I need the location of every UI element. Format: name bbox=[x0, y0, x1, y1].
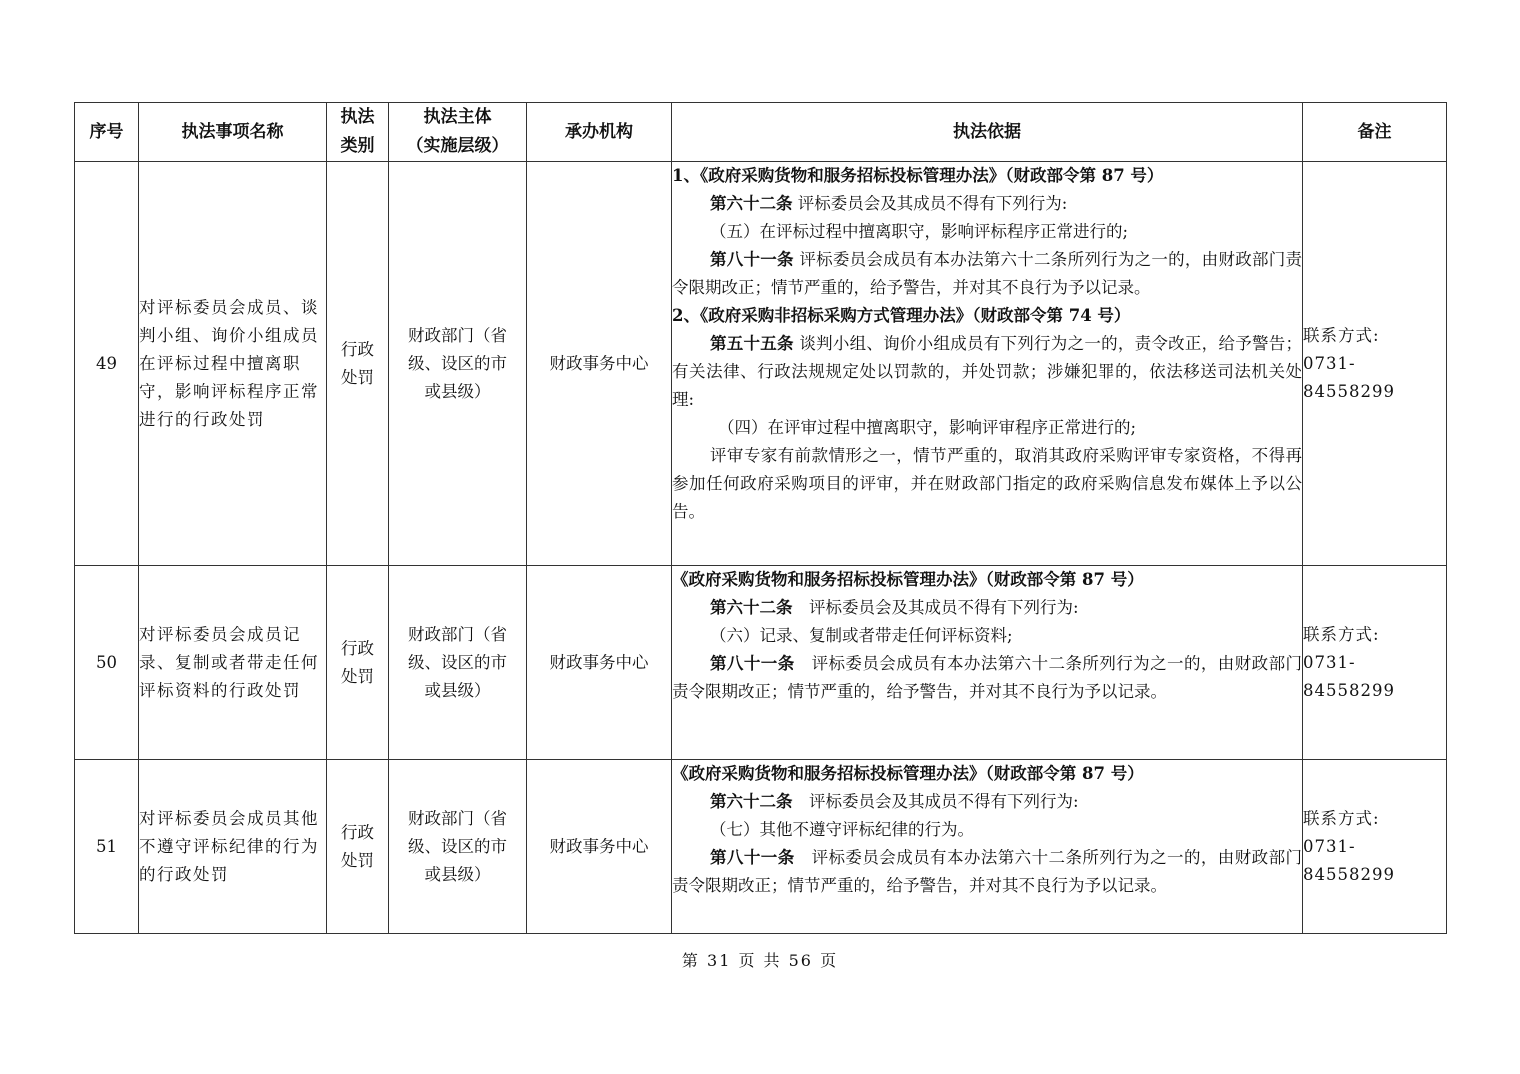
row-agency: 财政事务中心 bbox=[527, 760, 672, 934]
row-item-name: 对评标委员会成员、谈判小组、询价小组成员在评标过程中擅离职守，影响评标程序正常进行的行政处罚 bbox=[139, 162, 327, 566]
row-agency: 财政事务中心 bbox=[527, 162, 672, 566]
article-55: 第五十五条 谈判小组、询价小组成员有下列行为之一的，责令改正，给予警告；有关法律、行政法规规定处以罚款的，并处罚款；涉嫌犯罪的，依法移送司法机关处理: bbox=[672, 334, 1303, 409]
law-title: 《政府采购货物和服务招标投标管理办法》（财政部令第 87 号） bbox=[672, 764, 1144, 783]
header-type: 执法 类别 bbox=[327, 103, 389, 162]
law-title-2: 2、《政府采购非招标采购方式管理办法》（财政部令第 74 号） bbox=[672, 306, 1131, 325]
row-note: 联系方式: 0731-84558299 bbox=[1303, 760, 1447, 934]
page-number: 第 31 页 共 56 页 bbox=[681, 951, 839, 970]
row-basis bbox=[672, 760, 1303, 934]
article-62-item: （五）在评标过程中擅离职守，影响评标程序正常进行的; bbox=[710, 222, 1129, 241]
article-81: 第八十一条 评标委员会成员有本办法第六十二条所列行为之一的，由财政部门责令限期改正；情节严重的，给予警告，并对其不良行为予以记录。 bbox=[672, 654, 1303, 701]
article-81: 第八十一条 评标委员会成员有本办法第六十二条所列行为之一的，由财政部门责令限期改正；情节严重的，给予警告，并对其不良行为予以记录。 bbox=[672, 250, 1303, 297]
article-55-item: （四）在评审过程中擅离职守，影响评审程序正常进行的; bbox=[718, 418, 1137, 437]
header-row bbox=[75, 103, 1447, 162]
header-name: 执法事项名称 bbox=[139, 103, 327, 162]
enforcement-table bbox=[74, 102, 1447, 934]
law-title: 1、《政府采购货物和服务招标投标管理办法》（财政部令第 87 号） bbox=[672, 166, 1164, 185]
row-type: 行政处罚 bbox=[327, 162, 389, 566]
row-basis bbox=[672, 566, 1303, 760]
table-row bbox=[75, 566, 1447, 760]
header-agency: 承办机构 bbox=[527, 103, 672, 162]
row-agency: 财政事务中心 bbox=[527, 566, 672, 760]
row-note: 联系方式: 0731-84558299 bbox=[1303, 162, 1447, 566]
row-item-name: 对评标委员会成员其他不遵守评标纪律的行为的行政处罚 bbox=[139, 760, 327, 934]
article-62: 第六十二条 评标委员会及其成员不得有下列行为: bbox=[710, 792, 1079, 811]
row-subject: 财政部门（省级、设区的市或县级） bbox=[389, 566, 527, 760]
row-item-name: 对评标委员会成员记录、复制或者带走任何评标资料的行政处罚 bbox=[139, 566, 327, 760]
header-basis: 执法依据 bbox=[672, 103, 1303, 162]
header-note: 备注 bbox=[1303, 103, 1447, 162]
row-no: 49 bbox=[75, 162, 139, 566]
row-no: 51 bbox=[75, 760, 139, 934]
article-62: 第六十二条 评标委员会及其成员不得有下列行为: bbox=[710, 598, 1079, 617]
article-62-item: （七）其他不遵守评标纪律的行为。 bbox=[710, 820, 974, 839]
row-subject: 财政部门（省级、设区的市或县级） bbox=[389, 760, 527, 934]
header-no: 序号 bbox=[75, 103, 139, 162]
row-type: 行政处罚 bbox=[327, 760, 389, 934]
law-title: 《政府采购货物和服务招标投标管理办法》（财政部令第 87 号） bbox=[672, 570, 1144, 589]
article-55-tail: 评审专家有前款情形之一，情节严重的，取消其政府采购评审专家资格，不得再参加任何政府采购项目的评审，并在财政部门指定的政府采购信息发布媒体上予以公告。 bbox=[672, 446, 1302, 521]
article-62: 第六十二条 评标委员会及其成员不得有下列行为: bbox=[710, 194, 1068, 213]
table-row bbox=[75, 162, 1447, 566]
row-note: 联系方式: 0731-84558299 bbox=[1303, 566, 1447, 760]
row-no: 50 bbox=[75, 566, 139, 760]
row-basis bbox=[672, 162, 1303, 566]
row-type: 行政处罚 bbox=[327, 566, 389, 760]
article-62-item: （六）记录、复制或者带走任何评标资料; bbox=[710, 626, 1013, 645]
article-81: 第八十一条 评标委员会成员有本办法第六十二条所列行为之一的，由财政部门责令限期改正；情节严重的，给予警告，并对其不良行为予以记录。 bbox=[672, 848, 1303, 895]
table-row bbox=[75, 760, 1447, 934]
row-subject: 财政部门（省级、设区的市或县级） bbox=[389, 162, 527, 566]
header-subject: 执法主体 （实施层级） bbox=[389, 103, 527, 162]
